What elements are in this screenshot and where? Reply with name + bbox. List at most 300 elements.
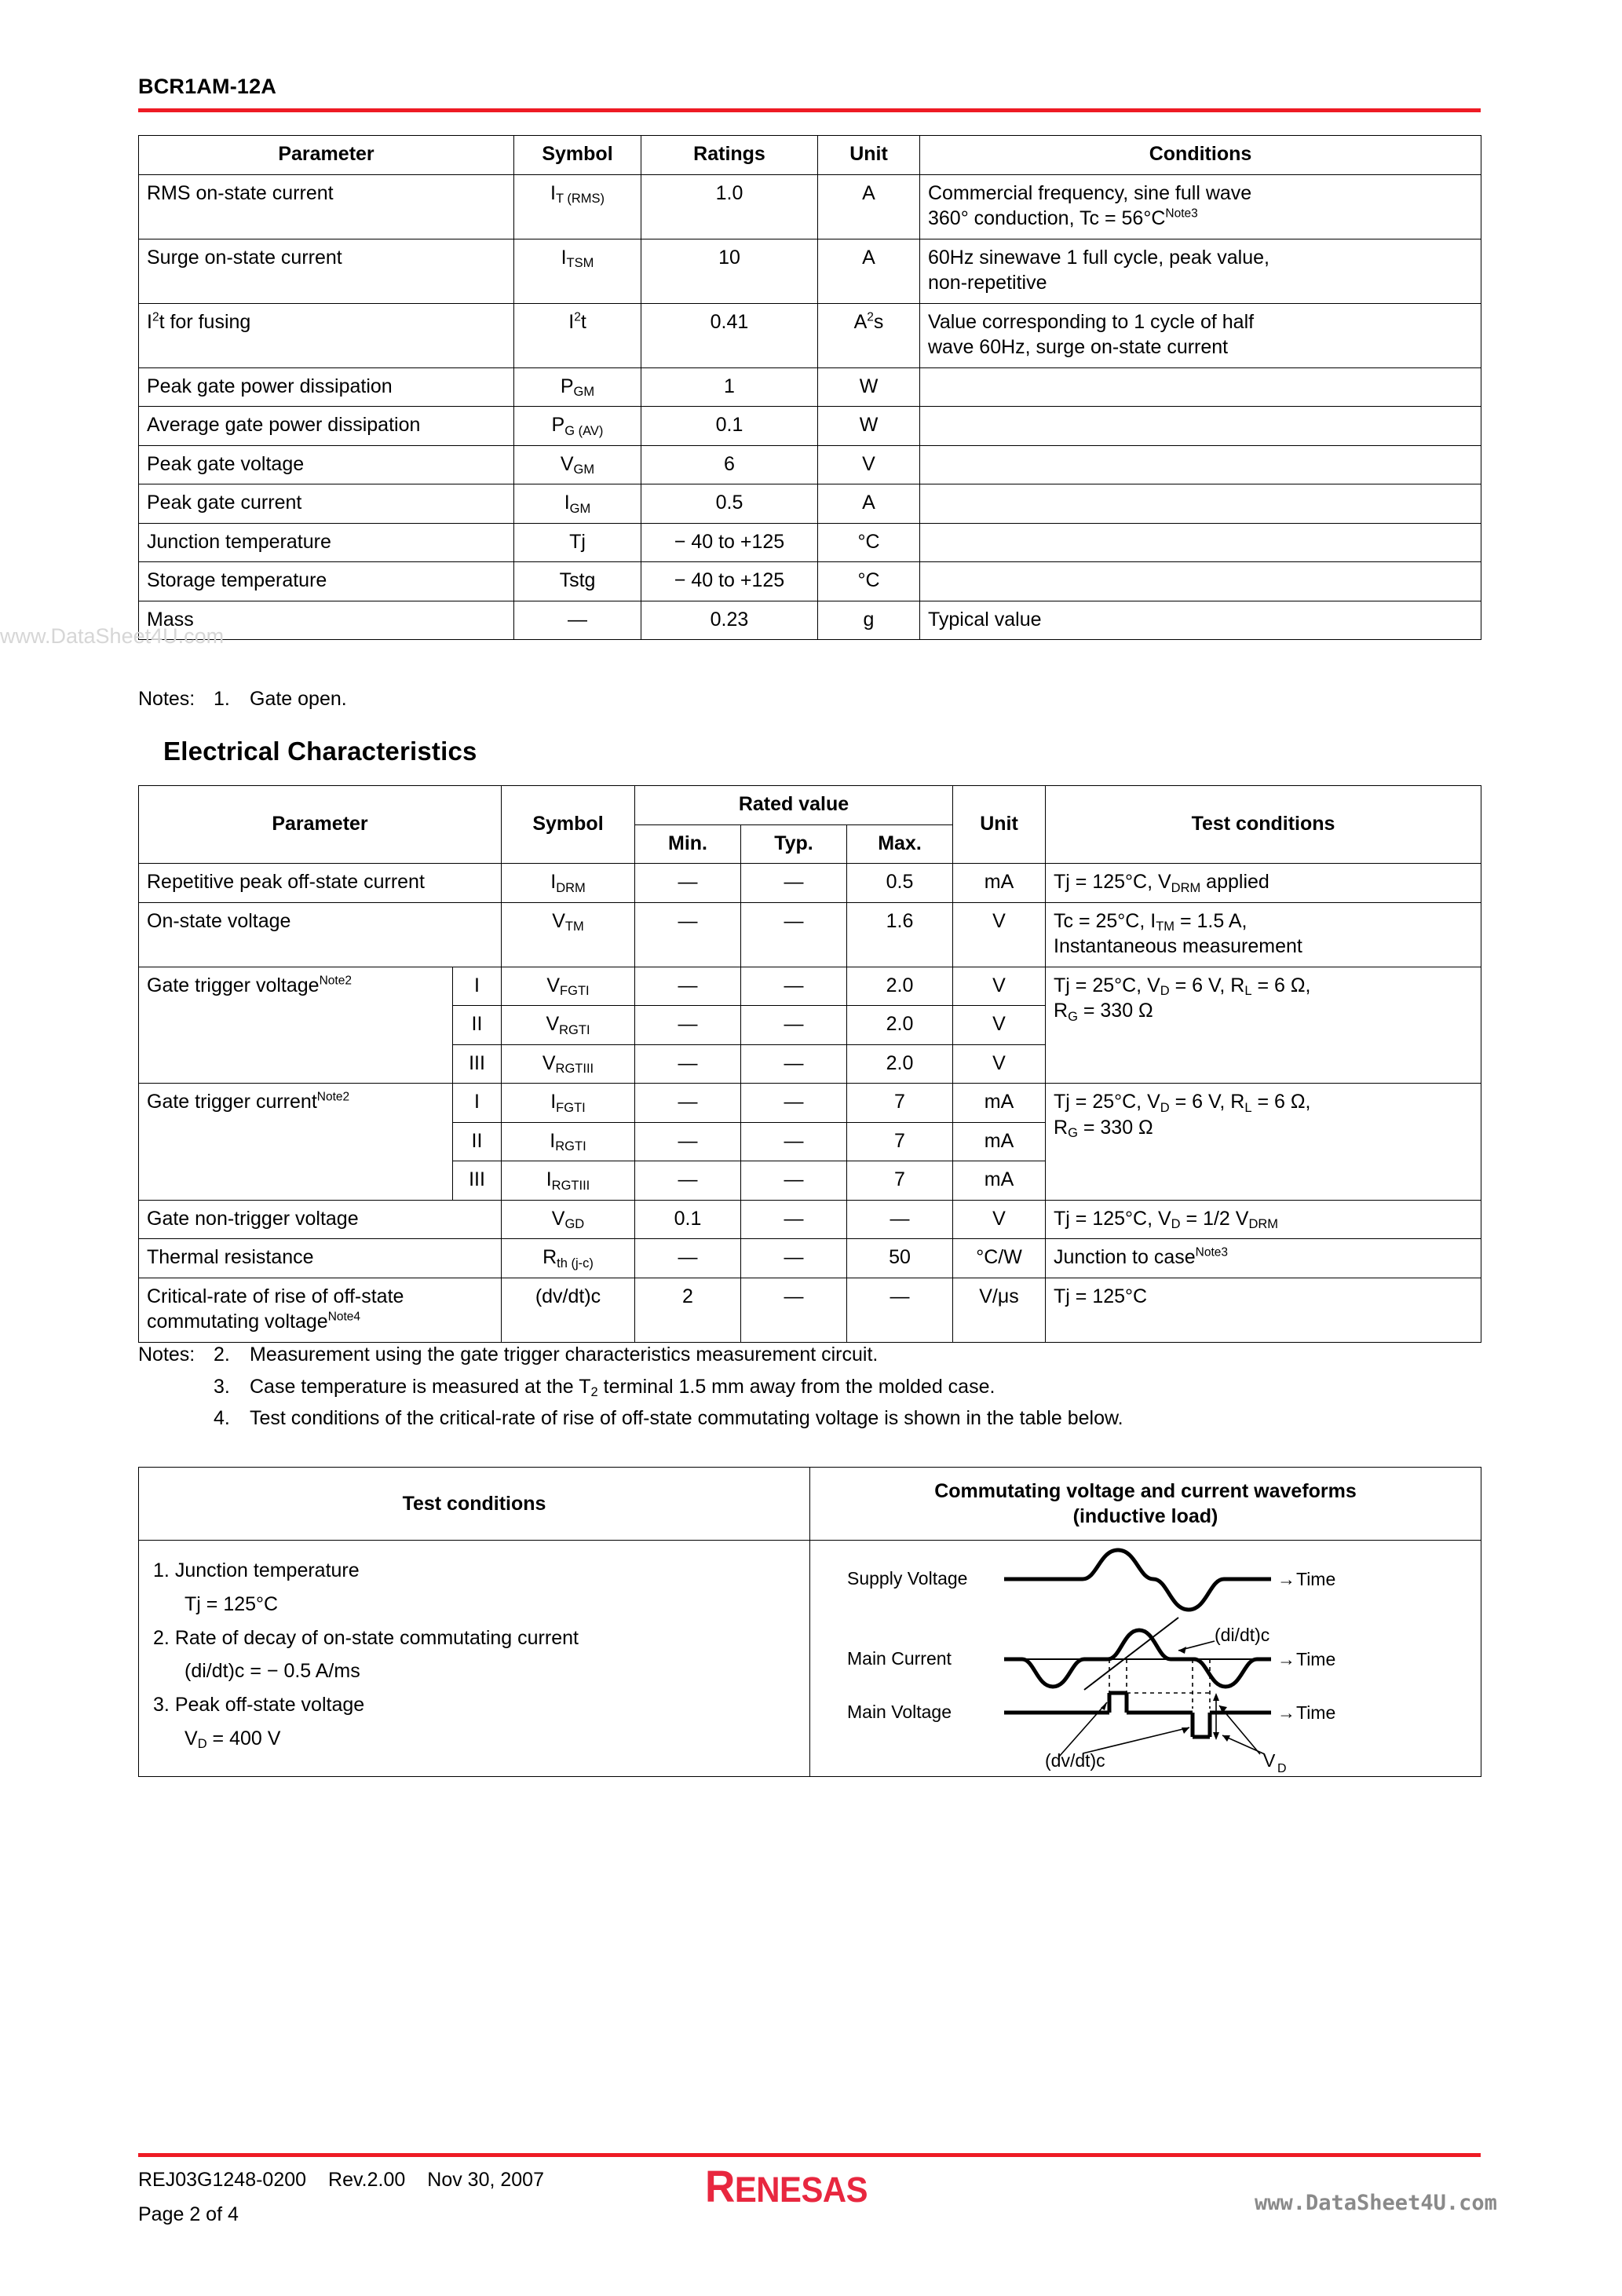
cell-max: 2.0 <box>847 1006 953 1045</box>
condition-subtext: Tj = 125°C <box>184 1592 279 1615</box>
cell-rating: 0.1 <box>641 407 818 446</box>
test-text: = 6 Ω, <box>1251 1091 1311 1113</box>
test-text: applied <box>1200 871 1269 893</box>
param-post: t for fusing <box>159 310 251 333</box>
unit-post: s <box>873 310 884 333</box>
symbol-subscript <box>556 1101 586 1115</box>
cell-typ: — <box>741 1084 847 1123</box>
notes-label: Notes: <box>138 1344 195 1366</box>
vd-base: V <box>184 1727 198 1749</box>
cell-typ: — <box>741 1161 847 1201</box>
test-text: = 330 Ω <box>1077 1116 1153 1139</box>
cell-unit: A <box>818 174 920 239</box>
symbol-base: P <box>560 375 574 397</box>
label-didt: (di/dt)c <box>1215 1625 1270 1645</box>
note-reference: Note4 <box>327 1310 361 1324</box>
table-row <box>139 484 1481 524</box>
cell-waveform-figure <box>810 1541 1481 1777</box>
cell-test-conditions <box>1046 1084 1481 1201</box>
table-row <box>139 902 1481 967</box>
cell-parameter: On-state voltage <box>139 902 502 967</box>
test-subscript: TM <box>1156 919 1175 934</box>
cell-parameter: Gate non-trigger voltage <box>139 1200 502 1239</box>
watermark-left: www.DataSheet4U.com <box>0 624 225 648</box>
cell-typ: — <box>741 1278 847 1342</box>
cell-conditions <box>920 239 1481 303</box>
condition-subtext: (di/dt)c = − 0.5 A/ms <box>184 1660 360 1683</box>
symbol-sub-roman: III <box>583 1062 594 1077</box>
test-line <box>1054 1115 1473 1141</box>
footer-date: Nov 30, 2007 <box>427 2169 544 2191</box>
table-row <box>139 174 1481 239</box>
note-number: 2. <box>214 1344 230 1366</box>
label-time-3: Time <box>1296 1702 1336 1723</box>
section-heading-electrical-characteristics: Electrical Characteristics <box>163 737 477 766</box>
cell-unit: V <box>953 1200 1046 1239</box>
cell-parameter: Mass <box>139 601 514 640</box>
cell-unit: V/μs <box>953 1278 1046 1342</box>
symbol-superscript: 2 <box>574 310 581 324</box>
label-dvdt: (dv/dt)c <box>1045 1750 1105 1771</box>
notes-block-2 <box>138 1339 1473 1435</box>
label-main-voltage: Main Voltage <box>847 1702 952 1722</box>
col-header-test-conditions: Test conditions <box>139 1468 810 1541</box>
cell-unit: V <box>953 1006 1046 1045</box>
absolute-maximum-ratings-table <box>138 135 1481 640</box>
table-row <box>139 407 1481 446</box>
note-number: 4. <box>214 1407 230 1429</box>
symbol-subscript <box>555 1139 586 1153</box>
cell-rating: 0.5 <box>641 484 818 524</box>
cell-roman-numeral: II <box>453 1006 502 1045</box>
table-row <box>139 601 1481 640</box>
label-main-current: Main Current <box>847 1648 952 1669</box>
cell-parameter <box>139 1084 453 1201</box>
symbol-base: (dv/dt)c <box>535 1285 601 1307</box>
cell-rating: 0.23 <box>641 601 818 640</box>
test-text: R <box>1054 1000 1069 1022</box>
test-subscript: D <box>1171 1217 1181 1232</box>
label-time-1: Time <box>1296 1569 1336 1589</box>
cell-parameter: Storage temperature <box>139 562 514 601</box>
cell-symbol <box>502 1084 635 1123</box>
cell-rating: 0.41 <box>641 303 818 367</box>
table-header-row <box>139 136 1481 175</box>
test-text: = 6 V, R <box>1169 1091 1245 1113</box>
cell-rating: 1.0 <box>641 174 818 239</box>
condition-item <box>153 1623 798 1654</box>
table-row <box>139 1278 1481 1342</box>
cell-min: — <box>635 1161 741 1201</box>
symbol-base: I <box>550 181 556 204</box>
cell-unit: mA <box>953 1161 1046 1201</box>
cell-max: 2.0 <box>847 1044 953 1084</box>
cell-typ: — <box>741 1044 847 1084</box>
note-text-b: terminal 1.5 mm away from the molded case. <box>597 1375 995 1398</box>
cell-unit: °C/W <box>953 1239 1046 1278</box>
col-header-unit: Unit <box>953 786 1046 864</box>
note-reference: Note2 <box>319 974 352 988</box>
cell-rating: − 40 to +125 <box>641 523 818 562</box>
footer-red-rule <box>138 2153 1481 2157</box>
table-row <box>139 303 1481 367</box>
param-text: Gate trigger current <box>147 1091 317 1113</box>
cell-unit: °C <box>818 523 920 562</box>
condition-text: 360° conduction, Tc = 56°C <box>928 207 1166 229</box>
test-text: Junction to case <box>1054 1246 1196 1268</box>
symbol-sub-text: FGT <box>560 984 586 999</box>
cell-symbol <box>502 1044 635 1084</box>
param-line <box>147 1309 493 1335</box>
table-header-row <box>139 1468 1481 1541</box>
table-row <box>139 1084 1481 1123</box>
symbol-sub-text: FGT <box>556 1100 583 1115</box>
cell-test-conditions-list <box>139 1541 810 1777</box>
renesas-logo <box>705 2161 868 2213</box>
col-header-rated-value: Rated value <box>635 786 953 825</box>
symbol-post: t <box>580 310 586 333</box>
test-text: Tj = 25°C, V <box>1054 974 1160 996</box>
test-text: = 330 Ω <box>1077 1000 1153 1022</box>
footer-document-info <box>138 2169 544 2192</box>
condition-number: 1. <box>153 1559 170 1581</box>
cell-parameter <box>139 1278 502 1342</box>
param-superscript: 2 <box>152 310 159 324</box>
label-vd: V <box>1263 1750 1276 1771</box>
note-subscript: 2 <box>590 1385 598 1400</box>
test-line <box>1054 973 1473 999</box>
cell-conditions <box>920 523 1481 562</box>
cell-parameter: Surge on-state current <box>139 239 514 303</box>
notes-spacer <box>138 1371 214 1403</box>
col-header-parameter: Parameter <box>139 786 502 864</box>
cell-rating: 1 <box>641 367 818 407</box>
cell-unit: A <box>818 484 920 524</box>
cell-unit: mA <box>953 864 1046 903</box>
header-line-2: (inductive load) <box>1072 1505 1218 1527</box>
symbol-base: P <box>551 414 565 436</box>
cell-min: — <box>635 1006 741 1045</box>
cell-test-conditions <box>1046 967 1481 1084</box>
condition-number: 3. <box>153 1694 170 1716</box>
symbol-subscript: T (RMS) <box>555 192 605 207</box>
cell-parameter: Peak gate current <box>139 484 514 524</box>
cell-symbol <box>514 407 641 446</box>
cell-conditions: Typical value <box>920 601 1481 640</box>
condition-line: Value corresponding to 1 cycle of half <box>928 310 1255 333</box>
cell-max: 50 <box>847 1239 953 1278</box>
cell-unit: V <box>953 902 1046 967</box>
cell-test-conditions <box>1046 1200 1481 1239</box>
table-header-row <box>139 786 1481 825</box>
col-header-min: Min. <box>635 824 741 864</box>
note-text: Gate open. <box>250 688 347 710</box>
cell-max: 7 <box>847 1161 953 1201</box>
col-header-parameter: Parameter <box>139 136 514 175</box>
col-header-unit: Unit <box>818 136 920 175</box>
note-reference: Note3 <box>1165 207 1198 221</box>
condition-text: Junction temperature <box>174 1559 360 1581</box>
cell-min: — <box>635 1122 741 1161</box>
cell-symbol <box>502 902 635 967</box>
condition-subtext <box>153 1724 798 1754</box>
cell-roman-numeral: III <box>453 1044 502 1084</box>
symbol-subscript: DRM <box>556 880 586 895</box>
electrical-characteristics-table <box>138 785 1481 1343</box>
symbol-base: I <box>550 871 557 893</box>
cell-roman-numeral: I <box>453 1084 502 1123</box>
cell-unit: V <box>818 445 920 484</box>
cell-min: 0.1 <box>635 1200 741 1239</box>
col-header-symbol: Symbol <box>502 786 635 864</box>
cell-typ: — <box>741 864 847 903</box>
cell-unit: mA <box>953 1084 1046 1123</box>
symbol-subscript <box>556 1062 594 1076</box>
symbol-base: V <box>546 974 561 996</box>
logo-rest: ENESAS <box>734 2170 868 2210</box>
symbol-base: I <box>564 492 570 514</box>
symbol-base: V <box>552 909 565 932</box>
cell-min: 2 <box>635 1278 741 1342</box>
waveform-figure <box>810 1541 1481 1776</box>
cell-typ: — <box>741 1006 847 1045</box>
table-row <box>139 367 1481 407</box>
symbol-base: I <box>550 1091 557 1113</box>
symbol-sub-text: RGT <box>551 1178 579 1193</box>
cell-conditions <box>920 562 1481 601</box>
test-text: = 6 V, R <box>1169 974 1245 996</box>
cell-roman-numeral: III <box>453 1161 502 1201</box>
symbol-subscript <box>552 1179 590 1193</box>
cell-unit <box>818 303 920 367</box>
note-text <box>250 1371 1473 1403</box>
cell-unit: V <box>953 967 1046 1006</box>
note-text: Measurement using the gate trigger characteristics measurement circuit. <box>250 1344 879 1366</box>
symbol-subscript: th (j-c) <box>557 1256 594 1270</box>
notes-block-1 <box>138 683 1080 715</box>
cell-symbol <box>502 967 635 1006</box>
symbol-subscript: GD <box>564 1217 585 1232</box>
note-item <box>138 1371 1473 1403</box>
cell-max: 7 <box>847 1084 953 1123</box>
cell-min: — <box>635 902 741 967</box>
cell-conditions <box>920 445 1481 484</box>
symbol-base: V <box>542 1051 556 1074</box>
cell-symbol <box>514 367 641 407</box>
cell-rating: 6 <box>641 445 818 484</box>
cell-unit: V <box>953 1044 1046 1084</box>
test-line: Instantaneous measurement <box>1054 935 1302 957</box>
cell-conditions <box>920 303 1481 367</box>
symbol-subscript: G (AV) <box>564 423 604 438</box>
test-line <box>1054 998 1473 1024</box>
symbol-base: — <box>568 608 587 631</box>
cell-symbol <box>514 303 641 367</box>
cell-typ: — <box>741 1122 847 1161</box>
symbol-sub-roman: I <box>586 1022 590 1037</box>
col-header-max: Max. <box>847 824 953 864</box>
cell-conditions <box>920 174 1481 239</box>
cell-max: 0.5 <box>847 864 953 903</box>
condition-line: Commercial frequency, sine full wave <box>928 181 1252 204</box>
table-row <box>139 1541 1481 1777</box>
cell-min: — <box>635 1044 741 1084</box>
table-row <box>139 562 1481 601</box>
cell-unit: A <box>818 239 920 303</box>
param-text: commutating voltage <box>147 1311 328 1333</box>
note-number: 1. <box>214 688 230 710</box>
cell-unit: °C <box>818 562 920 601</box>
param-pre: I <box>147 310 152 333</box>
note-item <box>138 683 1080 715</box>
cell-symbol <box>514 523 641 562</box>
cell-symbol <box>502 1161 635 1201</box>
condition-item <box>153 1690 798 1720</box>
param-line: Critical-rate of rise of off-state <box>147 1285 404 1307</box>
condition-text: Peak off-state voltage <box>174 1694 365 1716</box>
note-number: 3. <box>214 1375 230 1398</box>
symbol-sub-text: RGT <box>559 1022 586 1037</box>
footer-page-number: Page 2 of 4 <box>138 2203 239 2225</box>
cell-symbol <box>514 445 641 484</box>
cell-min: — <box>635 967 741 1006</box>
cell-unit: W <box>818 407 920 446</box>
table-row <box>139 523 1481 562</box>
label-time-2: Time <box>1296 1649 1336 1669</box>
test-subscript: L <box>1244 1100 1252 1115</box>
header-red-rule <box>138 108 1481 112</box>
col-header-ratings: Ratings <box>641 136 818 175</box>
table-row <box>139 239 1481 303</box>
cell-conditions <box>920 407 1481 446</box>
cell-test-conditions <box>1046 864 1481 903</box>
col-header-test-conditions: Test conditions <box>1046 786 1481 864</box>
cell-symbol <box>502 864 635 903</box>
cell-symbol <box>514 484 641 524</box>
symbol-base: I <box>561 246 567 269</box>
cell-min: — <box>635 864 741 903</box>
header-line-1: Commutating voltage and current waveforms <box>934 1480 1357 1502</box>
note-text: Test conditions of the critical-rate of rise of off-state commutating voltage is shown in the table below. <box>250 1407 1123 1429</box>
note-reference: Note3 <box>1195 1245 1229 1260</box>
unit-superscript: 2 <box>867 310 874 324</box>
cell-parameter: Repetitive peak off-state current <box>139 864 502 903</box>
test-subscript: D <box>1160 984 1170 999</box>
symbol-base: Tstg <box>559 569 596 591</box>
unit-pre: A <box>853 310 868 333</box>
cell-parameter <box>139 303 514 367</box>
param-text: Gate trigger voltage <box>147 974 320 996</box>
condition-line: non-repetitive <box>928 272 1047 294</box>
symbol-subscript: GM <box>573 462 595 477</box>
symbol-subscript <box>560 984 590 998</box>
cell-symbol <box>502 1278 635 1342</box>
test-text: Tj = 25°C, V <box>1054 1091 1160 1113</box>
conditions-list <box>147 1546 802 1768</box>
cell-typ: — <box>741 1239 847 1278</box>
cell-parameter: Average gate power dissipation <box>139 407 514 446</box>
test-line <box>1054 909 1473 934</box>
test-subscript: D <box>1160 1100 1170 1115</box>
cell-test-conditions <box>1046 1239 1481 1278</box>
col-header-symbol: Symbol <box>514 136 641 175</box>
commutating-test-conditions-table <box>138 1467 1481 1777</box>
cell-parameter: Thermal resistance <box>139 1239 502 1278</box>
cell-max: 1.6 <box>847 902 953 967</box>
watermark-footer: www.DataSheet4U.com <box>1255 2191 1497 2215</box>
cell-unit: mA <box>953 1122 1046 1161</box>
cell-unit: W <box>818 367 920 407</box>
cell-roman-numeral: I <box>453 967 502 1006</box>
cell-symbol <box>502 1200 635 1239</box>
symbol-sub-roman: I <box>586 984 590 999</box>
cell-unit: g <box>818 601 920 640</box>
symbol-base: I <box>568 310 575 333</box>
condition-item <box>153 1556 798 1586</box>
test-subscript: DRM <box>1248 1217 1279 1232</box>
symbol-subscript <box>559 1023 590 1037</box>
symbol-base: R <box>542 1246 557 1268</box>
cell-symbol <box>502 1006 635 1045</box>
cell-parameter: Peak gate power dissipation <box>139 367 514 407</box>
footer-revision: Rev.2.00 <box>328 2169 406 2191</box>
footer-doc-number: REJ03G1248-0200 <box>138 2169 307 2191</box>
symbol-sub-roman: III <box>579 1178 590 1193</box>
cell-min: — <box>635 1084 741 1123</box>
symbol-base: Tj <box>569 530 586 553</box>
symbol-base: I <box>550 1129 556 1152</box>
test-text: Tc = 25°C, I <box>1054 909 1156 932</box>
col-header-conditions: Conditions <box>920 136 1481 175</box>
cell-conditions <box>920 484 1481 524</box>
arrow-time-2: → <box>1277 1649 1295 1669</box>
test-subscript: DRM <box>1171 880 1201 895</box>
symbol-sub-roman: I <box>583 1139 586 1154</box>
cell-parameter <box>139 967 453 1084</box>
cell-rating: 10 <box>641 239 818 303</box>
note-reference: Note2 <box>316 1090 350 1104</box>
notes-label: Notes: <box>138 688 195 710</box>
cell-typ: — <box>741 967 847 1006</box>
col-header-waveforms <box>810 1468 1481 1541</box>
commutating-waveform-svg <box>824 1541 1467 1776</box>
symbol-subscript: TM <box>564 919 584 934</box>
cell-parameter: Junction temperature <box>139 523 514 562</box>
condition-line: wave 60Hz, surge on-state current <box>928 336 1229 358</box>
cell-roman-numeral: II <box>453 1122 502 1161</box>
page-header <box>138 75 1481 99</box>
table-row <box>139 967 1481 1006</box>
symbol-subscript: GM <box>569 501 591 516</box>
notes-spacer <box>138 1402 214 1435</box>
arrow-time-3: → <box>1277 1702 1295 1723</box>
cell-max: — <box>847 1200 953 1239</box>
test-text: Tj = 125°C, V <box>1054 871 1171 893</box>
symbol-base: V <box>551 1207 565 1230</box>
note-item <box>138 1402 1473 1435</box>
vd-value: = 400 V <box>206 1727 281 1749</box>
cell-symbol <box>502 1239 635 1278</box>
col-header-typ: Typ. <box>741 824 847 864</box>
cell-symbol <box>514 239 641 303</box>
note-item <box>138 1339 1473 1371</box>
table-row <box>139 445 1481 484</box>
part-number-title: BCR1AM-12A <box>138 75 277 98</box>
test-text: = 1.5 A, <box>1174 909 1248 932</box>
cell-test-conditions: Tj = 125°C <box>1046 1278 1481 1342</box>
condition-line: 60Hz sinewave 1 full cycle, peak value, <box>928 246 1269 269</box>
table-row <box>139 864 1481 903</box>
